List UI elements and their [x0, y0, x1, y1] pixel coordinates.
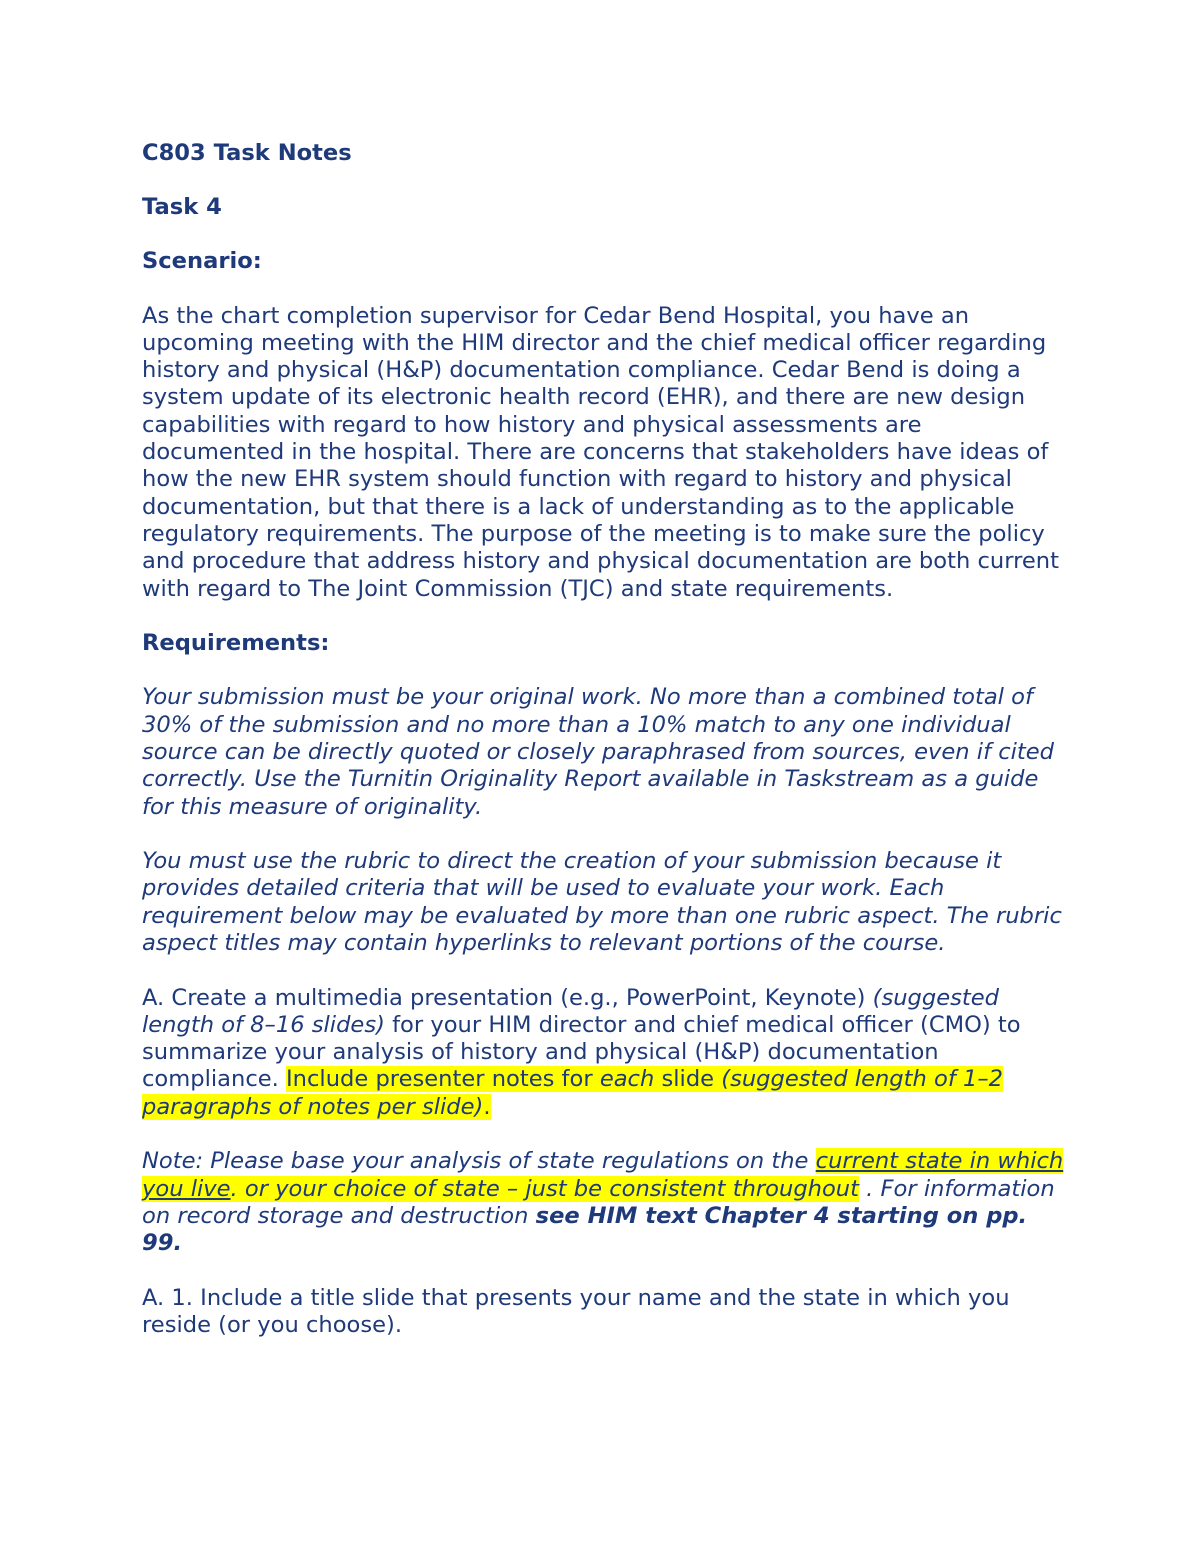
task-heading: Task 4 — [142, 194, 222, 221]
requirement-a1-paragraph: A. 1. Include a title slide that presents your name and the state in which you reside (or you choose). — [142, 1284, 1010, 1339]
current-state-link[interactable]: current state in which you live — [142, 1148, 1064, 1202]
presenter-notes-highlight: Include presenter notes for — [286, 1066, 600, 1093]
presenter-notes-length: (suggested length of 1–2 paragraphs of notes per slide) — [142, 1066, 1003, 1120]
note-text-continued: . For information on record storage and destruction — [142, 1175, 1055, 1229]
presenter-notes-slide: slide — [654, 1066, 722, 1093]
scenario-heading: Scenario: — [142, 248, 262, 275]
requirement-a-suggested-length: (suggested length of 8–16 slides) — [142, 984, 999, 1038]
document-page — [142, 140, 1067, 1367]
him-text-reference: see HIM text Chapter 4 starting on pp. 99. — [142, 1202, 1028, 1257]
scenario-paragraph: As the chart completion supervisor for Cedar Bend Hospital, you have an upcoming meeting with the HIM director and the chief medical officer regarding history and physical (H&P) documentation compliance. Cedar Bend is doing a system update of its electronic health record (EHR), and there are new design capabilities with regard to how history and physical assessments are documented in the hospital. There are concerns that stakeholders have ideas of how the new EHR system should function with regard to history and physical documentation, but that there is a lack of understanding as to the applicable regulatory requirements. The purpose of the meeting is to make sure the policy and procedure that address history and physical documentation are both current with regard to The Joint Commission (TJC) and state requirements. — [142, 302, 1059, 602]
originality-paragraph: Your submission must be your original work. No more than a combined total of 30% of the submission and no more than a 10% match to any one individual source can be directly quoted or closely paraphrased from sources, even if cited correctly. Use the Turnitin Originality Report available in Taskstream as a guide for this measure of originality. — [142, 684, 1055, 820]
note-text: Note: Please base your analysis of state regulations on the — [142, 1148, 816, 1175]
presenter-notes-period: . — [483, 1093, 491, 1120]
document-title: C803 Task Notes — [142, 140, 352, 166]
requirements-heading: Requirements: — [142, 630, 330, 657]
presenter-notes-each: each — [599, 1066, 655, 1093]
rubric-paragraph: You must use the rubric to direct the creation of your submission because it provides detailed criteria that will be used to evaluate your work. Each requirement below may be evaluated by more than one rubric aspect. The rubric aspect titles may contain hyperlinks to relevant portions of the course. — [142, 848, 1062, 956]
state-choice-highlight: . or your choice of state – just be consistent throughout — [230, 1175, 859, 1202]
requirement-a-text-continued: for your HIM director and chief medical officer (CMO) to summarize your analysis of history and physical (H&P) documentation compliance. — [142, 1011, 1021, 1093]
requirement-a-paragraph — [142, 985, 1067, 1121]
requirement-a-text: A. Create a multimedia presentation (e.g., PowerPoint, Keynote) — [142, 984, 873, 1011]
note-paragraph — [142, 1148, 1067, 1257]
